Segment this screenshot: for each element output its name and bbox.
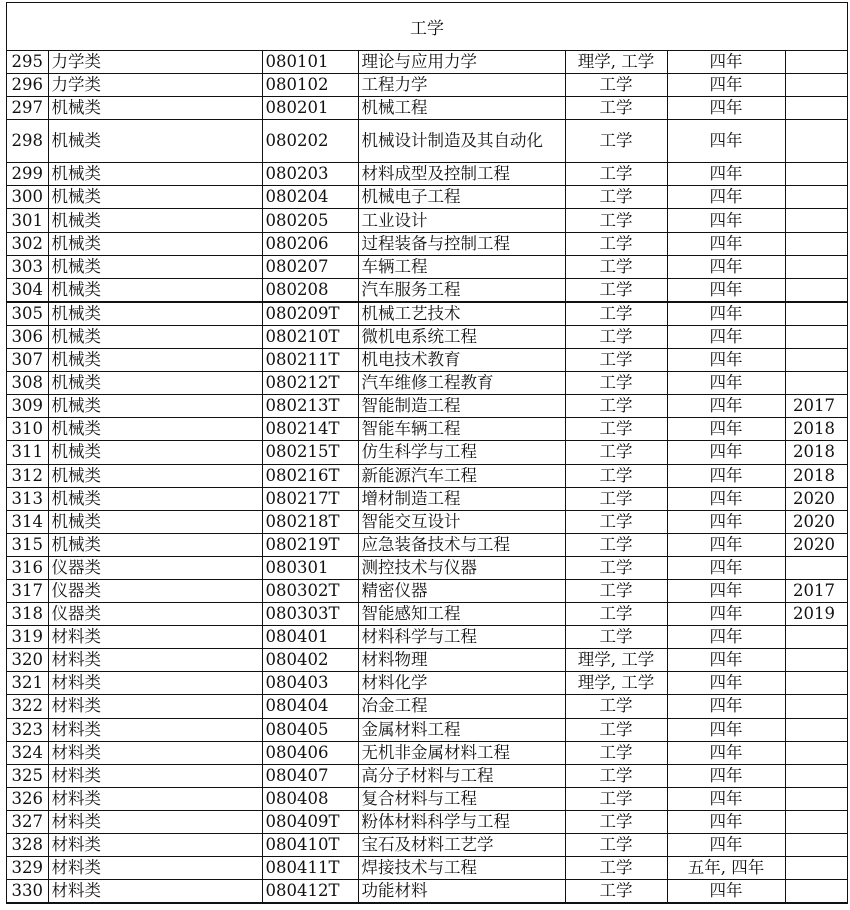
major-name-cell: 复合材料与工程 (358, 787, 565, 810)
degree-cell: 理学, 工学 (565, 51, 667, 74)
major-code-cell: 080215T (262, 441, 358, 464)
year-added-cell (785, 672, 847, 695)
row-number: 310 (7, 418, 48, 441)
duration-cell: 四年 (667, 255, 785, 278)
duration-cell: 四年 (667, 834, 785, 857)
duration-cell: 四年 (667, 278, 785, 302)
major-name-cell: 冶金工程 (358, 695, 565, 718)
major-code-cell: 080409T (262, 810, 358, 833)
major-name-cell: 工业设计 (358, 209, 565, 232)
table-row (7, 880, 847, 903)
row-number: 325 (7, 764, 48, 787)
degree-cell: 理学, 工学 (565, 649, 667, 672)
table-row (7, 418, 847, 441)
major-name-cell: 汽车维修工程教育 (358, 372, 565, 395)
duration-cell: 四年 (667, 764, 785, 787)
year-added-cell (785, 163, 847, 186)
degree-cell: 工学 (565, 626, 667, 649)
major-code-cell: 080402 (262, 649, 358, 672)
table-row (7, 51, 847, 74)
degree-cell: 工学 (565, 810, 667, 833)
row-number: 297 (7, 97, 48, 120)
category-cell: 机械类 (48, 325, 262, 348)
category-cell: 材料类 (48, 718, 262, 741)
table-row (7, 325, 847, 348)
major-name-cell: 材料化学 (358, 672, 565, 695)
year-added-cell: 2019 (785, 603, 847, 626)
degree-cell: 工学 (565, 880, 667, 903)
duration-cell: 四年 (667, 74, 785, 97)
major-name-cell: 理论与应用力学 (358, 51, 565, 74)
row-number: 295 (7, 51, 48, 74)
major-name-cell: 粉体材料科学与工程 (358, 810, 565, 833)
major-code-cell: 080405 (262, 718, 358, 741)
duration-cell: 四年 (667, 579, 785, 602)
degree-cell: 工学 (565, 741, 667, 764)
major-code-cell: 080407 (262, 764, 358, 787)
row-number: 327 (7, 810, 48, 833)
major-code-cell: 080302T (262, 579, 358, 602)
degree-cell: 工学 (565, 857, 667, 880)
major-name-cell: 机械工程 (358, 97, 565, 120)
row-number: 309 (7, 395, 48, 418)
table-row (7, 764, 847, 787)
degree-cell: 工学 (565, 372, 667, 395)
category-cell: 材料类 (48, 857, 262, 880)
major-code-cell: 080201 (262, 97, 358, 120)
major-code-cell: 080208 (262, 278, 358, 302)
row-number: 315 (7, 533, 48, 556)
table-row (7, 232, 847, 255)
duration-cell: 四年 (667, 51, 785, 74)
year-added-cell (785, 74, 847, 97)
table-row (7, 395, 847, 418)
duration-cell: 四年 (667, 464, 785, 487)
major-code-cell: 080401 (262, 626, 358, 649)
duration-cell: 四年 (667, 302, 785, 326)
duration-cell: 四年 (667, 787, 785, 810)
category-cell: 材料类 (48, 626, 262, 649)
table-row (7, 626, 847, 649)
degree-cell: 工学 (565, 325, 667, 348)
duration-cell: 四年 (667, 880, 785, 903)
duration-cell: 四年 (667, 649, 785, 672)
duration-cell: 四年 (667, 120, 785, 163)
degree-cell: 工学 (565, 464, 667, 487)
degree-cell: 工学 (565, 186, 667, 209)
year-added-cell: 2018 (785, 464, 847, 487)
row-number: 323 (7, 718, 48, 741)
duration-cell: 四年 (667, 718, 785, 741)
category-cell: 力学类 (48, 51, 262, 74)
table-row (7, 209, 847, 232)
table-row (7, 649, 847, 672)
major-code-cell: 080213T (262, 395, 358, 418)
major-name-cell: 高分子材料与工程 (358, 764, 565, 787)
row-number: 319 (7, 626, 48, 649)
category-cell: 力学类 (48, 74, 262, 97)
year-added-cell (785, 718, 847, 741)
major-code-cell: 080411T (262, 857, 358, 880)
major-code-cell: 080211T (262, 349, 358, 372)
major-code-cell: 080210T (262, 325, 358, 348)
row-number: 304 (7, 278, 48, 302)
degree-cell: 工学 (565, 418, 667, 441)
major-name-cell: 智能制造工程 (358, 395, 565, 418)
row-number: 300 (7, 186, 48, 209)
duration-cell: 四年 (667, 232, 785, 255)
table-row (7, 372, 847, 395)
year-added-cell: 2020 (785, 510, 847, 533)
table-row (7, 163, 847, 186)
row-number: 329 (7, 857, 48, 880)
row-number: 302 (7, 232, 48, 255)
major-name-cell: 过程装备与控制工程 (358, 232, 565, 255)
category-cell: 材料类 (48, 672, 262, 695)
major-code-cell: 080212T (262, 372, 358, 395)
table-row (7, 533, 847, 556)
duration-cell: 四年 (667, 163, 785, 186)
duration-cell: 四年 (667, 556, 785, 579)
degree-cell: 工学 (565, 487, 667, 510)
year-added-cell: 2020 (785, 533, 847, 556)
degree-cell: 工学 (565, 302, 667, 326)
major-code-cell: 080217T (262, 487, 358, 510)
major-name-cell: 汽车服务工程 (358, 278, 565, 302)
duration-cell: 四年 (667, 510, 785, 533)
year-added-cell (785, 255, 847, 278)
table-body (7, 51, 847, 903)
degree-cell: 工学 (565, 97, 667, 120)
table-row (7, 787, 847, 810)
table-row (7, 510, 847, 533)
year-added-cell: 2018 (785, 418, 847, 441)
table-row (7, 278, 847, 302)
major-name-cell: 测控技术与仪器 (358, 556, 565, 579)
major-name-cell: 机电技术教育 (358, 349, 565, 372)
major-name-cell: 智能感知工程 (358, 603, 565, 626)
category-cell: 机械类 (48, 232, 262, 255)
category-cell: 机械类 (48, 97, 262, 120)
row-number: 326 (7, 787, 48, 810)
category-cell: 材料类 (48, 787, 262, 810)
year-added-cell (785, 764, 847, 787)
year-added-cell (785, 857, 847, 880)
degree-cell: 工学 (565, 120, 667, 163)
major-catalog-table (6, 2, 848, 904)
category-cell: 材料类 (48, 764, 262, 787)
major-name-cell: 材料科学与工程 (358, 626, 565, 649)
category-cell: 材料类 (48, 834, 262, 857)
degree-cell: 工学 (565, 255, 667, 278)
year-added-cell: 2017 (785, 395, 847, 418)
degree-cell: 工学 (565, 163, 667, 186)
table-row (7, 349, 847, 372)
major-name-cell: 机械设计制造及其自动化 (358, 120, 565, 163)
row-number: 320 (7, 649, 48, 672)
year-added-cell: 2020 (785, 487, 847, 510)
row-number: 301 (7, 209, 48, 232)
table-row (7, 120, 847, 163)
degree-cell: 工学 (565, 278, 667, 302)
year-added-cell (785, 372, 847, 395)
duration-cell: 四年 (667, 695, 785, 718)
degree-cell: 工学 (565, 232, 667, 255)
duration-cell: 四年 (667, 325, 785, 348)
duration-cell: 四年 (667, 186, 785, 209)
year-added-cell (785, 880, 847, 903)
year-added-cell (785, 232, 847, 255)
duration-cell: 四年 (667, 487, 785, 510)
major-code-cell: 080202 (262, 120, 358, 163)
row-number: 321 (7, 672, 48, 695)
row-number: 311 (7, 441, 48, 464)
major-code-cell: 080102 (262, 74, 358, 97)
year-added-cell (785, 120, 847, 163)
category-cell: 机械类 (48, 418, 262, 441)
degree-cell: 工学 (565, 533, 667, 556)
year-added-cell: 2018 (785, 441, 847, 464)
duration-cell: 四年 (667, 533, 785, 556)
table-row (7, 74, 847, 97)
table-row (7, 579, 847, 602)
major-code-cell: 080218T (262, 510, 358, 533)
category-cell: 材料类 (48, 695, 262, 718)
degree-cell: 工学 (565, 349, 667, 372)
major-name-cell: 机械电子工程 (358, 186, 565, 209)
row-number: 322 (7, 695, 48, 718)
category-cell: 仪器类 (48, 603, 262, 626)
row-number: 299 (7, 163, 48, 186)
duration-cell: 四年 (667, 672, 785, 695)
major-code-cell: 080203 (262, 163, 358, 186)
category-cell: 材料类 (48, 880, 262, 903)
year-added-cell (785, 810, 847, 833)
section-title: 工学 (7, 3, 847, 51)
row-number: 298 (7, 120, 48, 163)
row-number: 312 (7, 464, 48, 487)
category-cell: 机械类 (48, 186, 262, 209)
table-row (7, 672, 847, 695)
major-code-cell: 080403 (262, 672, 358, 695)
major-name-cell: 新能源汽车工程 (358, 464, 565, 487)
year-added-cell (785, 349, 847, 372)
major-code-cell: 080404 (262, 695, 358, 718)
major-code-cell: 080216T (262, 464, 358, 487)
major-name-cell: 机械工艺技术 (358, 302, 565, 326)
year-added-cell: 2017 (785, 579, 847, 602)
degree-cell: 工学 (565, 74, 667, 97)
table-row (7, 464, 847, 487)
major-name-cell: 微机电系统工程 (358, 325, 565, 348)
year-added-cell (785, 209, 847, 232)
category-cell: 机械类 (48, 163, 262, 186)
table-row (7, 441, 847, 464)
table-row (7, 834, 847, 857)
category-cell: 机械类 (48, 464, 262, 487)
table-row (7, 857, 847, 880)
major-code-cell: 080214T (262, 418, 358, 441)
major-code-cell: 080209T (262, 302, 358, 326)
duration-cell: 四年 (667, 603, 785, 626)
major-code-cell: 080408 (262, 787, 358, 810)
category-cell: 机械类 (48, 441, 262, 464)
row-number: 316 (7, 556, 48, 579)
major-code-cell: 080205 (262, 209, 358, 232)
category-cell: 机械类 (48, 487, 262, 510)
category-cell: 仪器类 (48, 579, 262, 602)
major-name-cell: 功能材料 (358, 880, 565, 903)
table-row (7, 487, 847, 510)
row-number: 305 (7, 302, 48, 326)
category-cell: 机械类 (48, 510, 262, 533)
row-number: 324 (7, 741, 48, 764)
category-cell: 机械类 (48, 278, 262, 302)
major-name-cell: 工程力学 (358, 74, 565, 97)
row-number: 296 (7, 74, 48, 97)
category-cell: 机械类 (48, 349, 262, 372)
row-number: 306 (7, 325, 48, 348)
table-row (7, 810, 847, 833)
major-code-cell: 080219T (262, 533, 358, 556)
degree-cell: 工学 (565, 695, 667, 718)
major-name-cell: 焊接技术与工程 (358, 857, 565, 880)
major-name-cell: 材料物理 (358, 649, 565, 672)
year-added-cell (785, 626, 847, 649)
row-number: 330 (7, 880, 48, 903)
year-added-cell (785, 834, 847, 857)
major-name-cell: 精密仪器 (358, 579, 565, 602)
duration-cell: 四年 (667, 810, 785, 833)
duration-cell: 四年 (667, 741, 785, 764)
year-added-cell (785, 97, 847, 120)
category-cell: 材料类 (48, 810, 262, 833)
category-cell: 材料类 (48, 649, 262, 672)
major-name-cell: 金属材料工程 (358, 718, 565, 741)
row-number: 314 (7, 510, 48, 533)
degree-cell: 工学 (565, 603, 667, 626)
majors-table (7, 51, 847, 903)
table-row (7, 556, 847, 579)
table-row (7, 603, 847, 626)
duration-cell: 四年 (667, 418, 785, 441)
degree-cell: 工学 (565, 579, 667, 602)
duration-cell: 四年 (667, 97, 785, 120)
table-row (7, 695, 847, 718)
major-code-cell: 080303T (262, 603, 358, 626)
category-cell: 材料类 (48, 741, 262, 764)
major-code-cell: 080301 (262, 556, 358, 579)
major-name-cell: 智能交互设计 (358, 510, 565, 533)
degree-cell: 工学 (565, 556, 667, 579)
major-code-cell: 080101 (262, 51, 358, 74)
degree-cell: 工学 (565, 764, 667, 787)
row-number: 328 (7, 834, 48, 857)
degree-cell: 工学 (565, 718, 667, 741)
degree-cell: 工学 (565, 441, 667, 464)
major-code-cell: 080206 (262, 232, 358, 255)
table-row (7, 302, 847, 326)
degree-cell: 工学 (565, 209, 667, 232)
row-number: 318 (7, 603, 48, 626)
major-name-cell: 智能车辆工程 (358, 418, 565, 441)
category-cell: 机械类 (48, 209, 262, 232)
major-name-cell: 无机非金属材料工程 (358, 741, 565, 764)
year-added-cell (785, 325, 847, 348)
duration-cell: 四年 (667, 626, 785, 649)
category-cell: 仪器类 (48, 556, 262, 579)
category-cell: 机械类 (48, 395, 262, 418)
degree-cell: 工学 (565, 834, 667, 857)
row-number: 307 (7, 349, 48, 372)
major-name-cell: 应急装备技术与工程 (358, 533, 565, 556)
duration-cell: 四年 (667, 209, 785, 232)
degree-cell: 工学 (565, 787, 667, 810)
duration-cell: 四年 (667, 441, 785, 464)
major-code-cell: 080412T (262, 880, 358, 903)
major-code-cell: 080204 (262, 186, 358, 209)
year-added-cell (785, 51, 847, 74)
duration-cell: 四年 (667, 349, 785, 372)
major-code-cell: 080207 (262, 255, 358, 278)
degree-cell: 工学 (565, 510, 667, 533)
table-row (7, 718, 847, 741)
year-added-cell (785, 787, 847, 810)
year-added-cell (785, 302, 847, 326)
table-row (7, 255, 847, 278)
major-name-cell: 材料成型及控制工程 (358, 163, 565, 186)
degree-cell: 理学, 工学 (565, 672, 667, 695)
category-cell: 机械类 (48, 302, 262, 326)
major-name-cell: 仿生科学与工程 (358, 441, 565, 464)
duration-cell: 五年, 四年 (667, 857, 785, 880)
table-row (7, 97, 847, 120)
table-row (7, 186, 847, 209)
row-number: 308 (7, 372, 48, 395)
category-cell: 机械类 (48, 120, 262, 163)
category-cell: 机械类 (48, 255, 262, 278)
year-added-cell (785, 186, 847, 209)
year-added-cell (785, 741, 847, 764)
row-number: 313 (7, 487, 48, 510)
year-added-cell (785, 556, 847, 579)
major-code-cell: 080406 (262, 741, 358, 764)
major-code-cell: 080410T (262, 834, 358, 857)
major-name-cell: 车辆工程 (358, 255, 565, 278)
row-number: 303 (7, 255, 48, 278)
row-number: 317 (7, 579, 48, 602)
duration-cell: 四年 (667, 395, 785, 418)
duration-cell: 四年 (667, 372, 785, 395)
year-added-cell (785, 695, 847, 718)
category-cell: 机械类 (48, 372, 262, 395)
category-cell: 机械类 (48, 533, 262, 556)
table-row (7, 741, 847, 764)
year-added-cell (785, 649, 847, 672)
degree-cell: 工学 (565, 395, 667, 418)
major-name-cell: 宝石及材料工艺学 (358, 834, 565, 857)
year-added-cell (785, 278, 847, 302)
major-name-cell: 增材制造工程 (358, 487, 565, 510)
